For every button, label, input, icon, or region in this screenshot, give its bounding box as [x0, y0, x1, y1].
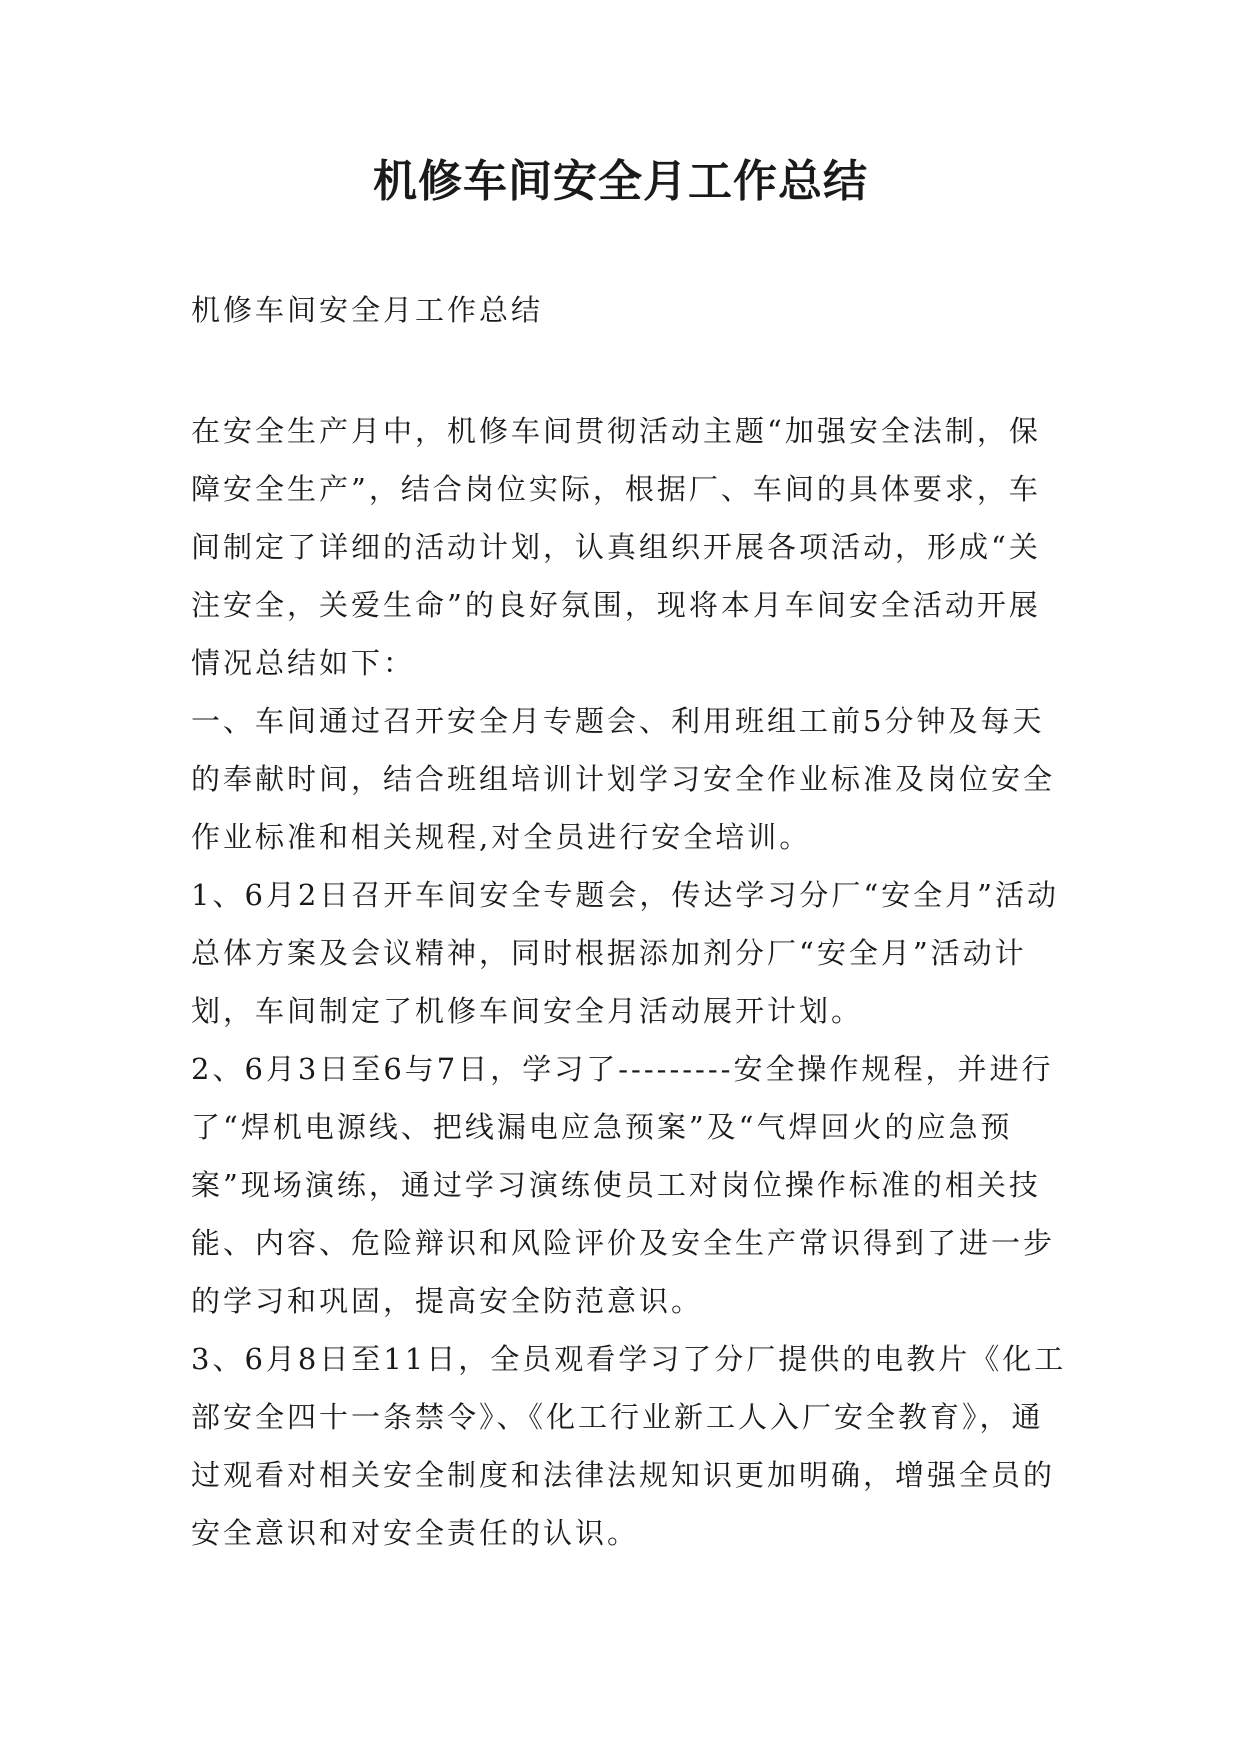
paragraph-item-2: 2、6月3日至6与7日，学习了---------安全操作规程，并进行了“焊机电源线、把线漏电应急预案”及“气焊回火的应急预案”现场演练，通过学习演练使员工对岗位操作标准的相关技能、内容、危险辩识和风险评价及安全生产常识得到了进一步的学习和巩固，提高安全防范意识。: [191, 1052, 1056, 1318]
document-subtitle: 机修车间安全月工作总结: [191, 293, 544, 327]
paragraph-item-3: 3、6月8日至11日，全员观看学习了分厂提供的电教片《化工部安全四十一条禁令》、《化工行业新工人入厂安全教育》，通过观看对相关安全制度和法律法规知识更加明确，增强全员的安全意识和对安全责任的认识。: [191, 1342, 1067, 1550]
paragraph-intro: 在安全生产月中，机修车间贯彻活动主题“加强安全法制，保障安全生产”，结合岗位实际，根据厂、车间的具体要求，车间制定了详细的活动计划，认真组织开展各项活动，形成“关注安全，关爱生命”的良好氛围，现将本月车间安全活动开展情况总结如下：: [191, 414, 1041, 680]
paragraph-section-1: 一、车间通过召开安全月专题会、利用班组工前5分钟及每天的奉献时间，结合班组培训计划学习安全作业标准及岗位安全作业标准和相关规程,对全员进行安全培训。: [191, 704, 1056, 854]
paragraph-item-1: 1、6月2日召开车间安全专题会，传达学习分厂“安全月”活动总体方案及会议精神，同时根据添加剂分厂“安全月”活动计划，车间制定了机修车间安全月活动展开计划。: [191, 878, 1060, 1028]
document-title: 机修车间安全月工作总结: [373, 156, 868, 207]
document-body: [191, 402, 1071, 1562]
